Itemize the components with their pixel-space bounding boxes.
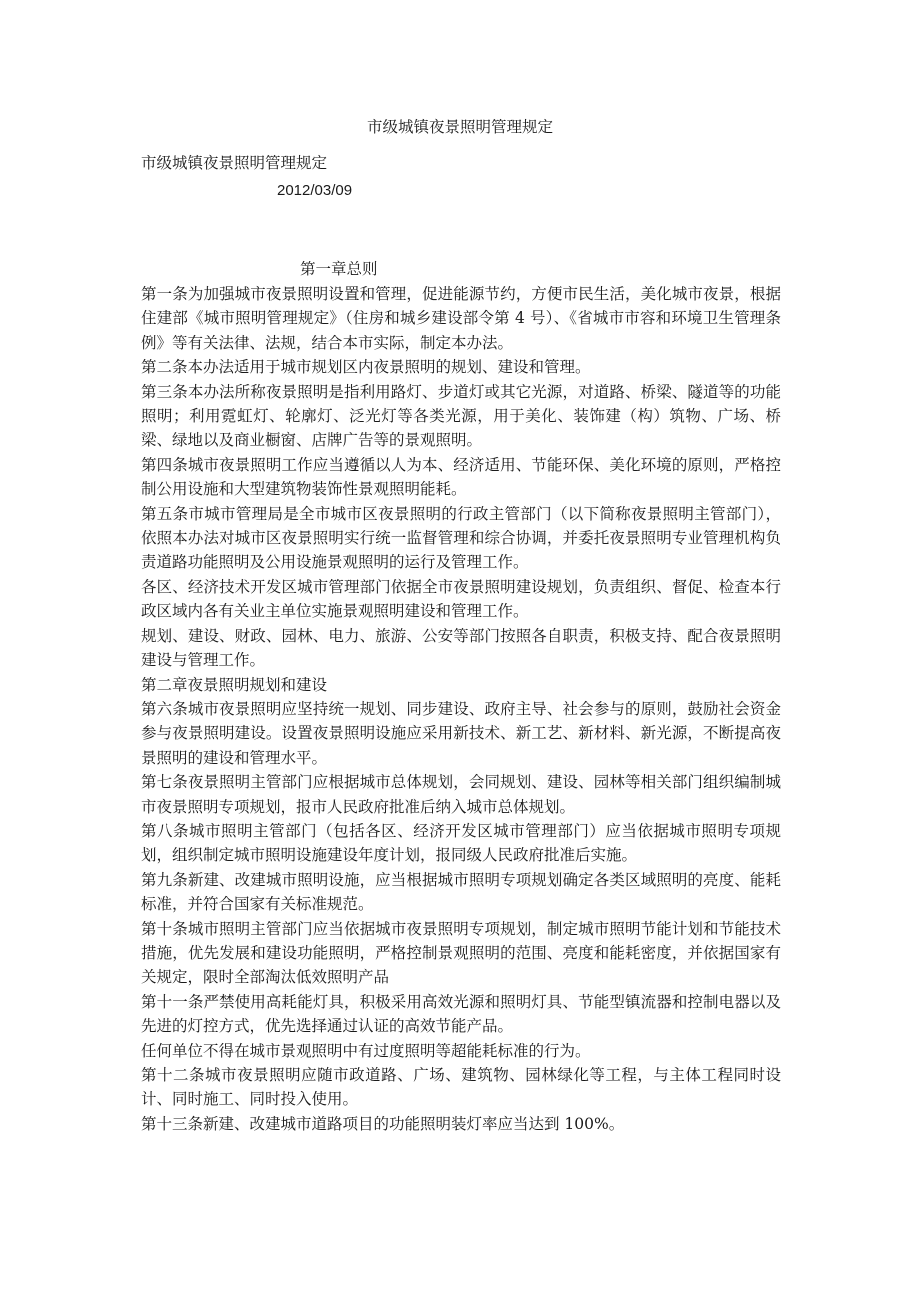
- article-1: 第一条为加强城市夜景照明设置和管理，促进能源节约，方便市民生活，美化城市夜景，根据住建部《城市照明管理规定》（住房和城乡建设部令第 4 号）、《省城市市容和环境卫生管理条例》等有关法律、法规，结合本市实际，制定本办法。: [141, 285, 781, 352]
- article-13: 第十三条新建、改建城市道路项目的功能照明装灯率应当达到 100%。: [141, 1114, 625, 1133]
- article-8: 第八条城市照明主管部门（包括各区、经济开发区城市管理部门）应当依据城市照明专项规划，组织制定城市照明设施建设年度计划，报同级人民政府批准后实施。: [141, 821, 781, 865]
- article-10: 第十条城市照明主管部门应当依据城市夜景照明专项规划，制定城市照明节能计划和节能技术措施，优先发展和建设功能照明，严格控制景观照明的范围、亮度和能耗密度，并依据国家有关规定，限时全部淘汰低效照明产品: [141, 919, 781, 987]
- article-3: 第三条本办法所称夜景照明是指利用路灯、步道灯或其它光源，对道路、桥梁、隧道等的功能照明；利用霓虹灯、轮廓灯、泛光灯等各类光源，用于美化、装饰建（构）筑物、广场、桥梁、绿地以及商业橱窗、店牌广告等的景观照明。: [141, 382, 781, 450]
- document-subtitle: 市级城镇夜景照明管理规定: [141, 154, 328, 172]
- chapter-two-heading: 第二章夜景照明规划和建设: [141, 675, 328, 694]
- article-11: 第十一条严禁使用高耗能灯具，积极采用高效光源和照明灯具、节能型镇流器和控制电器以及先进的灯控方式，优先选择通过认证的高效节能产品。: [141, 992, 781, 1036]
- article-6: 第六条城市夜景照明应坚持统一规划、同步建设、政府主导、社会参与的原则，鼓励社会资金参与夜景照明建设。设置夜景照明设施应采用新技术、新工艺、新材料、新光源，不断提高夜景照明的建设和管理水平。: [141, 699, 781, 767]
- article-11-clause: 任何单位不得在城市景观照明中有过度照明等超能耗标准的行为。: [141, 1041, 591, 1060]
- document-date: 2012/03/09: [277, 182, 353, 199]
- article-2: 第二条本办法适用于城市规划区内夜景照明的规划、建设和管理。: [141, 358, 591, 377]
- article-4: 第四条城市夜景照明工作应当遵循以人为本、经济适用、节能环保、美化环境的原则，严格控制公用设施和大型建筑物装饰性景观照明能耗。: [141, 455, 781, 499]
- document-body: [141, 282, 781, 1136]
- article-12: 第十二条城市夜景照明应随市政道路、广场、建筑物、园林绿化等工程，与主体工程同时设计、同时施工、同时投入使用。: [141, 1066, 781, 1109]
- chapter-one-heading: 第一章总则: [300, 260, 378, 278]
- article-9: 第九条新建、改建城市照明设施，应当根据城市照明专项规划确定各类区域照明的亮度、能耗标准，并符合国家有关标准规范。: [141, 870, 781, 914]
- article-5-district-clause: 各区、经济技术开发区城市管理部门依据全市夜景照明建设规划，负责组织、督促、检查本行政区域内各有关业主单位实施景观照明建设和管理工作。: [141, 577, 781, 621]
- article-5: 第五条市城市管理局是全市城市区夜景照明的行政主管部门（以下简称夜景照明主管部门），依照本办法对城市区夜景照明实行统一监督管理和综合协调，并委托夜景照明专业管理机构负责道路功能照明及公用设施景观照明的运行及管理工作。: [141, 504, 781, 572]
- article-5-departments-clause: 规划、建设、财政、园林、电力、旅游、公安等部门按照各自职责，积极支持、配合夜景照明建设与管理工作。: [141, 626, 781, 670]
- article-7: 第七条夜景照明主管部门应根据城市总体规划，会同规划、建设、园林等相关部门组织编制城市夜景照明专项规划，报市人民政府批准后纳入城市总体规划。: [141, 773, 781, 816]
- document-title: 市级城镇夜景照明管理规定: [366, 118, 553, 136]
